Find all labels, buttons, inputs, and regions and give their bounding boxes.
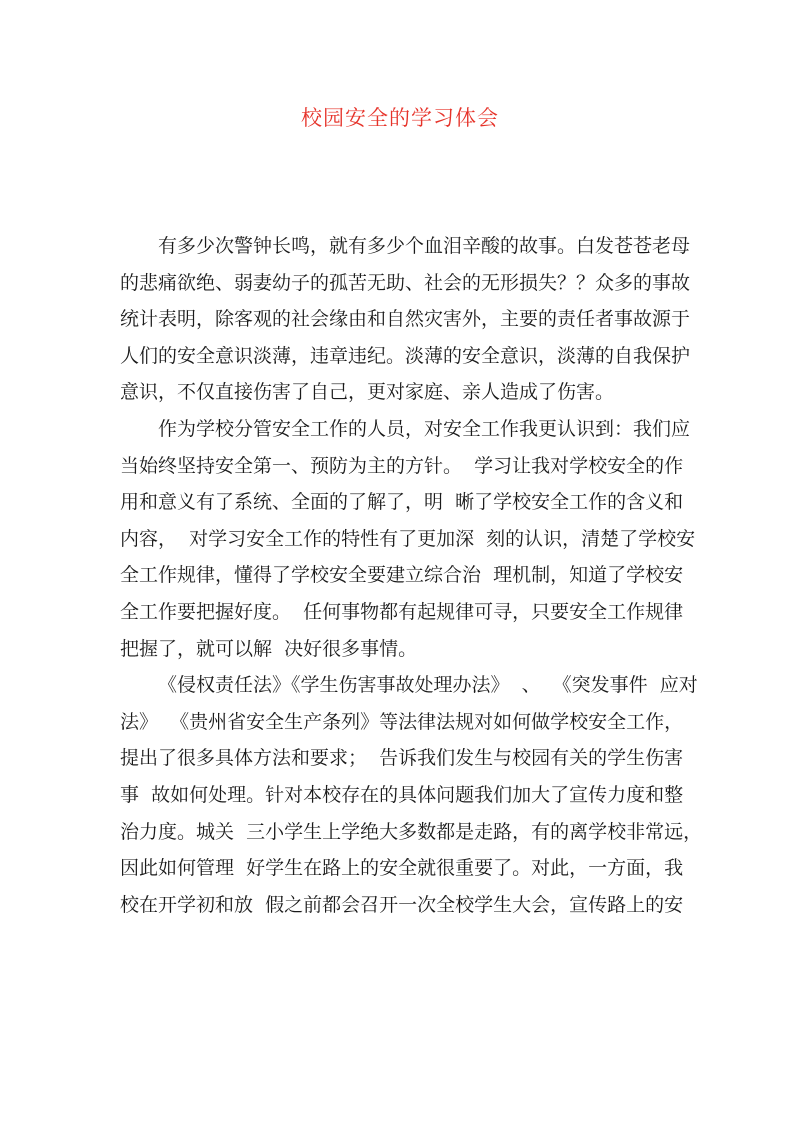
paragraph-line: 作为学校分管安全工作的人员，对安全工作我更认识到：我们应 (158, 417, 691, 440)
paragraph-line: 有多少次警钟长鸣，就有多少个血泪辛酸的故事。白发苍苍老母 (158, 235, 691, 257)
paragraph-line: 因此如何管理 好学生在路上的安全就很重要了。对此，一方面，我 (120, 857, 684, 880)
document-body (120, 228, 703, 923)
paragraph-line: 治力度。城关 三小学生上学绝大多数都是走路，有的离学校非常远， (120, 820, 703, 843)
paragraph-line: 人们的安全意识淡薄，违章违纪。淡薄的安全意识，淡薄的自我保护 (120, 344, 691, 367)
paragraph-line: 法》 《贵州省安全生产条列》等法律法规对如何做学校安全工作， (120, 710, 684, 733)
paragraph (120, 228, 691, 411)
paragraph-line: 全工作要把握好度。 任何事物都有起规律可寻，只要安全工作规律 (120, 600, 684, 623)
paragraph-line: 内容， 对学习安全工作的特性有了更加深 刻的认识，清楚了学校安 (120, 527, 696, 550)
paragraph-line: 当始终坚持安全第一、预防为主的方针。 学习让我对学校安全的作 (120, 454, 684, 477)
paragraph-line: 《侵权责任法》《学生伤害事故处理办法》 、 《突发事件 应对 (158, 674, 698, 697)
paragraph-line: 全工作规律，懂得了学校安全要建立综合治 理机制，知道了学校安 (120, 564, 684, 587)
paragraph-line: 提出了很多具体方法和要求； 告诉我们发生与校园有关的学生伤害 (120, 747, 684, 770)
paragraph-line: 用和意义有了系统、全面的了解了，明 晰了学校安全工作的含义和 (120, 491, 684, 514)
paragraph (120, 411, 696, 667)
paragraph-line: 把握了，就可以解 决好很多事情。 (120, 637, 418, 660)
paragraph-line: 事 故如何处理。针对本校存在的具体问题我们加大了宣传力度和整 (120, 783, 684, 806)
paragraph-line: 意识，不仅直接伤害了自己，更对家庭、亲人造成了伤害。 (120, 381, 615, 404)
paragraph-line: 校在开学初和放 假之前都会召开一次全校学生大会，宣传路上的安 (120, 893, 684, 916)
paragraph-line: 统计表明，除客观的社会缘由和自然灾害外，主要的责任者事故源于 (120, 308, 691, 331)
document-title: 校园安全的学习体会 (301, 106, 499, 130)
paragraph-line: 的悲痛欲绝、弱妻幼子的孤苦无助、社会的无形损失？？众多的事故 (120, 271, 691, 294)
paragraph (120, 667, 703, 923)
